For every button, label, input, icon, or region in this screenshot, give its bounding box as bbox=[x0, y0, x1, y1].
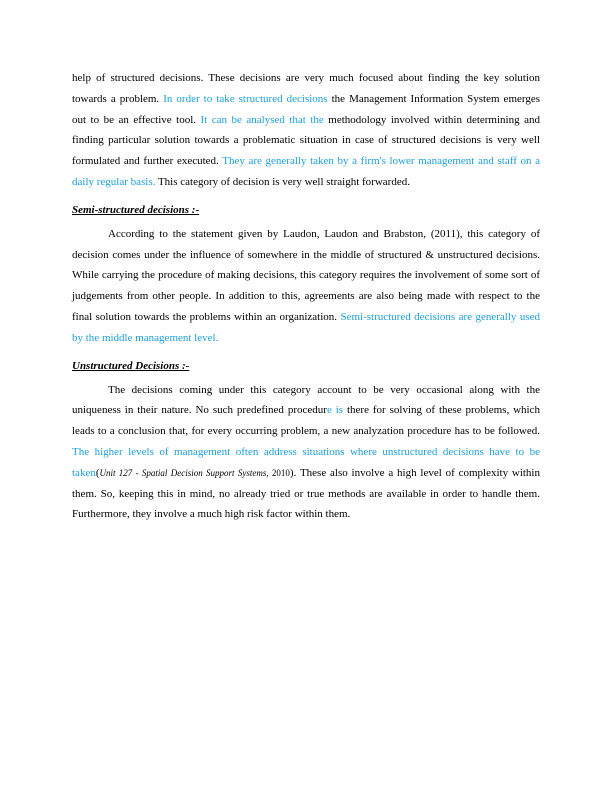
para1-highlight-2: It can be analysed that the bbox=[200, 113, 324, 126]
unstructured-heading: Unstructured Decisions :- bbox=[72, 359, 190, 372]
unstructured-text-3: ). These also involve a high level of complexity within them. So, keeping this in mind, no already tried or true methods are available in order to handle them. Furthermore, they involve a much high risk factor within them. bbox=[72, 466, 540, 521]
unstructured-text-1: The decisions coming under this category account to be very occasional along with the uniqueness in their nature. No such predefined procedur bbox=[72, 383, 540, 417]
citation-title: Unit 127 - Spatial Decision Support Systems, bbox=[99, 467, 269, 478]
unstructured-highlight-2: The higher levels of management often address situations where unstructured decisions have to be taken bbox=[72, 445, 540, 479]
paragraph-structured-decisions bbox=[72, 68, 540, 193]
para1-text-3: methodology involved within determining and finding particular solution towards a problematic situation in case of structured decisions is very well formulated and further executed. bbox=[72, 113, 540, 168]
para1-text-2: the Management Information System emerges out to be an effective tool. bbox=[72, 92, 541, 126]
semi-structured-heading: Semi-structured decisions :- bbox=[72, 203, 200, 216]
paragraph-unstructured bbox=[72, 380, 540, 526]
para1-highlight-1: In order to take structured decisions bbox=[163, 92, 328, 105]
unstructured-highlight-1: e is bbox=[326, 404, 344, 417]
semi-highlight-1: Semi-structured decisions are generally used by the middle management level. bbox=[72, 310, 540, 344]
citation-paren-open: ( bbox=[95, 466, 100, 479]
paragraph-semi-structured bbox=[72, 224, 540, 349]
document-page bbox=[72, 68, 540, 525]
unstructured-text-2: there for solving of these problems, which leads to a conclusion that, for every occurring problem, a new analyzation procedure has to be followed. bbox=[72, 404, 540, 438]
citation-year: 2010 bbox=[268, 467, 290, 478]
para1-text-4: This category of decision is very well straight forwarded. bbox=[155, 175, 410, 188]
semi-text-1: According to the statement given by Laudon, Laudon and Brabston, (2011), this category of decision comes under the influence of somewhere in the middle of structured & unstructured decisions. While carrying the procedure of making decisions, this category requires the involvement of some sort of judgements from other people. In addition to this, agreements are also being made with respect to the final solution towards the problems within an organization. bbox=[72, 227, 540, 323]
para1-text-1: help of structured decisions. These decisions are very much focused about finding the key solution towards a problem. bbox=[72, 72, 540, 105]
para1-highlight-3: They are generally taken by a firm's lower management and staff on a daily regular basis. bbox=[72, 155, 540, 188]
